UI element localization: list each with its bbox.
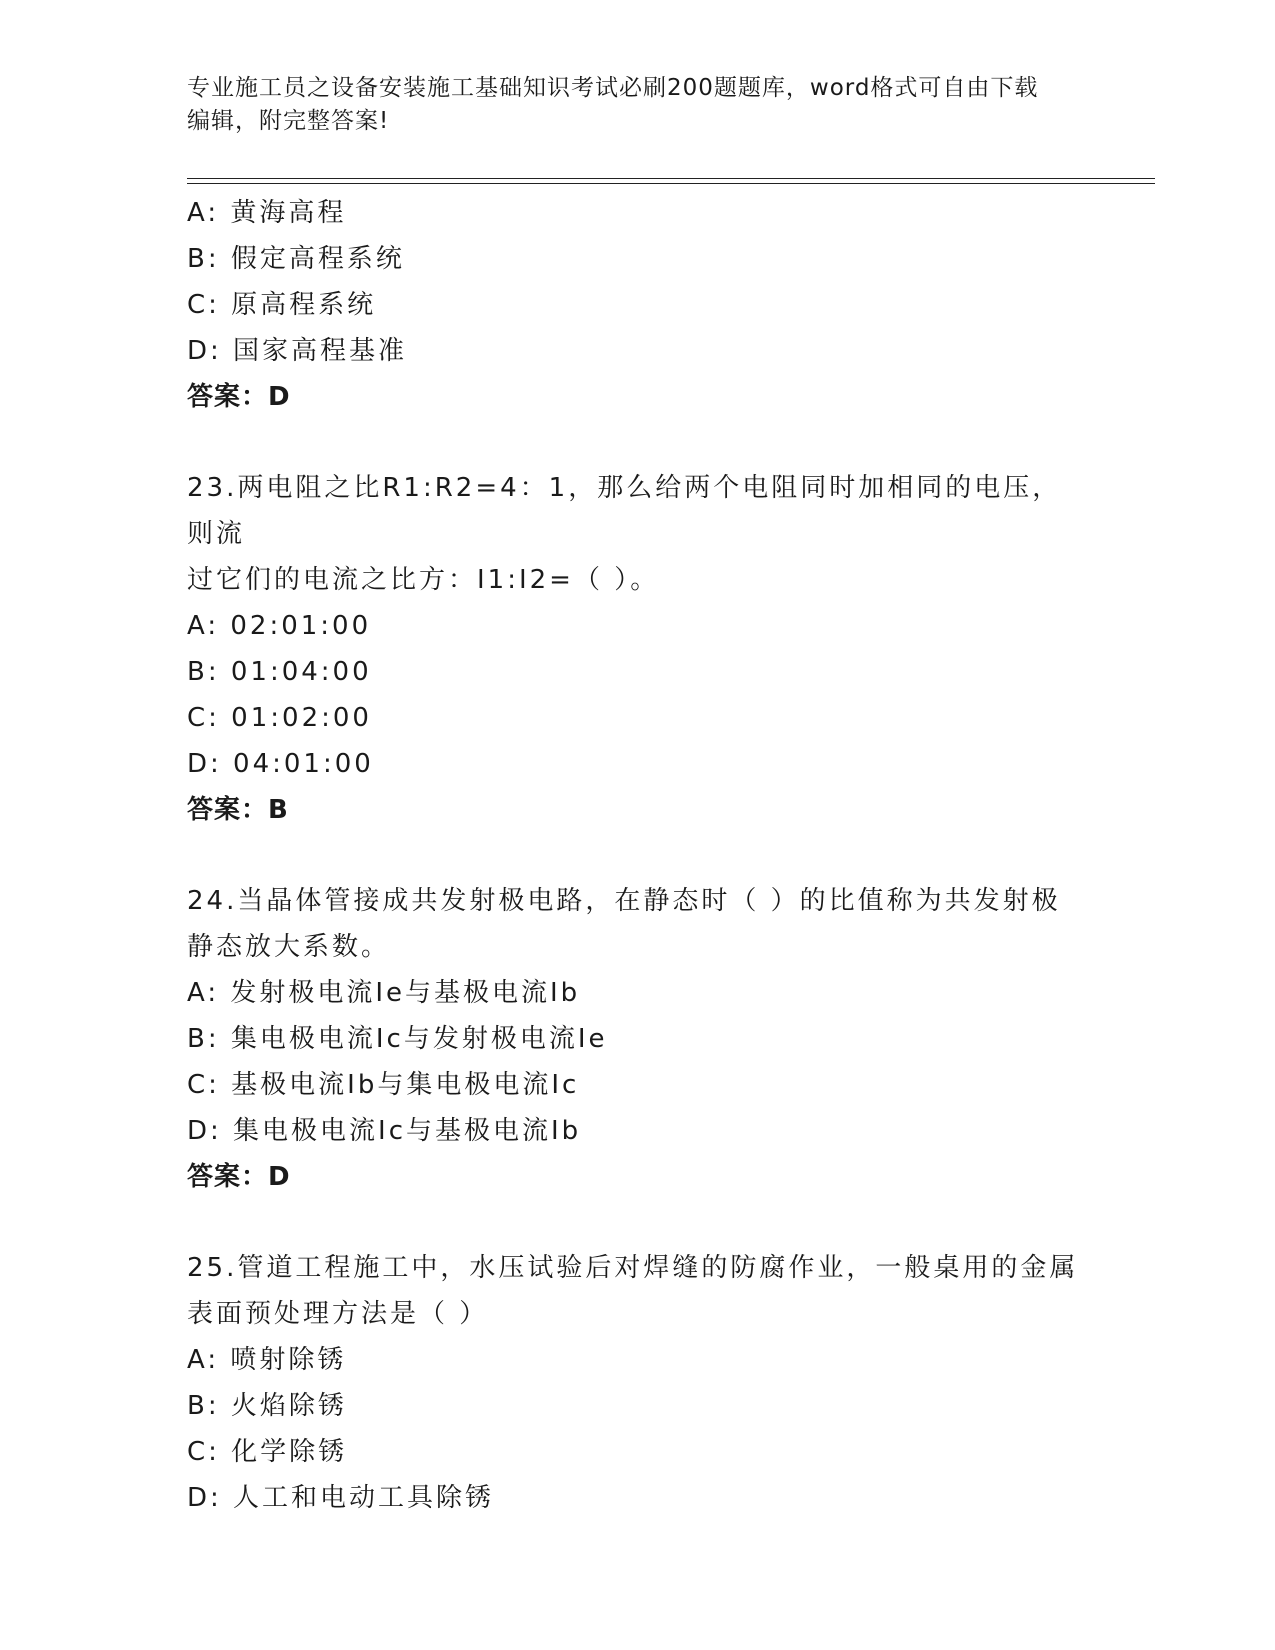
header-title-line-2: 编辑，附完整答案! (187, 108, 390, 134)
option-b: B: 火焰除锈 (187, 1391, 347, 1421)
option-b: B: 01:04:00 (187, 657, 372, 687)
option-d: D: 集电极电流Ic与基极电流Ib (187, 1116, 582, 1146)
answer-label: 答案：D (187, 382, 291, 412)
question-stem-line-2: 静态放大系数。 (187, 932, 391, 962)
option-b: B: 集电极电流Ic与发射极电流Ie (187, 1024, 608, 1054)
document-header (187, 72, 1067, 138)
answer-label: 答案：B (187, 795, 289, 825)
option-a: A: 发射极电流Ie与基极电流Ib (187, 978, 581, 1008)
option-c: C: 原高程系统 (187, 290, 377, 320)
option-c: C: 化学除锈 (187, 1437, 348, 1467)
option-c: C: 基极电流Ib与集电极电流Ic (187, 1070, 580, 1100)
header-title-line-1: 专业施工员之设备安装施工基础知识考试必刷200题题库，word格式可自由下载 (187, 75, 1039, 101)
option-a: A: 黄海高程 (187, 198, 347, 228)
question-stem-line-1: 25.管道工程施工中，水压试验后对焊缝的防腐作业，一般桌用的金属 (187, 1253, 1079, 1283)
option-d: D: 04:01:00 (187, 749, 374, 779)
question-content (187, 190, 1087, 1521)
question-stem-line-1: 24.当晶体管接成共发射极电路，在静态时（ ）的比值称为共发射极 (187, 886, 1061, 916)
question-stem-line-2: 表面预处理方法是（ ） (187, 1299, 489, 1329)
option-d: D: 国家高程基准 (187, 336, 408, 366)
question-24 (187, 878, 1087, 1200)
header-divider-top (187, 178, 1155, 179)
header-divider-bottom (187, 183, 1155, 184)
question-25 (187, 1245, 1087, 1521)
option-a: A: 喷射除锈 (187, 1345, 347, 1375)
question-23 (187, 465, 1087, 833)
option-a: A: 02:01:00 (187, 611, 372, 641)
option-c: C: 01:02:00 (187, 703, 372, 733)
question-stem-line-1: 23.两电阻之比R1:R2=4：1，那么给两个电阻同时加相同的电压，则流 (187, 473, 1062, 549)
answer-label: 答案：D (187, 1162, 291, 1192)
question-stem-line-2: 过它们的电流之比方：I1:I2=（ ）。 (187, 565, 660, 595)
option-b: B: 假定高程系统 (187, 244, 405, 274)
question-22 (187, 190, 1087, 420)
option-d: D: 人工和电动工具除锈 (187, 1483, 495, 1513)
